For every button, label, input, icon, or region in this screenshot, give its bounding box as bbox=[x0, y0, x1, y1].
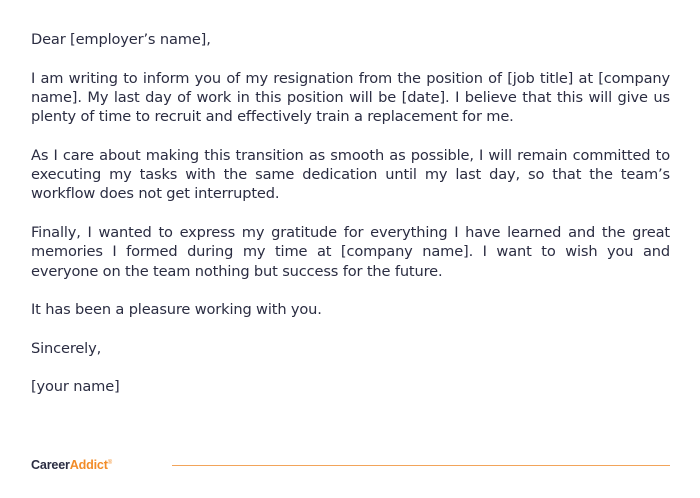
page-footer bbox=[31, 455, 670, 477]
footer-divider bbox=[172, 465, 670, 466]
letter-sign-off: Sincerely, bbox=[31, 339, 102, 357]
letter-signature: [your name] bbox=[31, 378, 120, 396]
letter-body bbox=[31, 30, 670, 416]
careeraddict-logo bbox=[31, 458, 112, 472]
letter-paragraph-intro: I am writing to inform you of my resignation from the position of [job title] at [company name]. My last day of work in this position will be [date]. I believe that this will give us plenty of time to recruit and effectively train a replacement for me. bbox=[31, 69, 670, 126]
letter-paragraph-transition: As I care about making this transition as smooth as possible, I will remain committed to executing my tasks with the same dedication until my last day, so that the team’s workflow does not get interrupted. bbox=[31, 146, 670, 203]
registered-mark: ® bbox=[107, 459, 112, 466]
logo-word-addict: Addict bbox=[69, 458, 108, 472]
letter-closing-line: It has been a pleasure working with you. bbox=[31, 301, 322, 319]
logo-word-career: Career bbox=[31, 458, 70, 472]
letter-paragraph-gratitude: Finally, I wanted to express my gratitude for everything I have learned and the great memories I formed during my time at [company name]. I want to wish you and everyone on the team nothing but success for the future. bbox=[31, 223, 670, 280]
letter-salutation: Dear [employer’s name], bbox=[31, 31, 211, 48]
